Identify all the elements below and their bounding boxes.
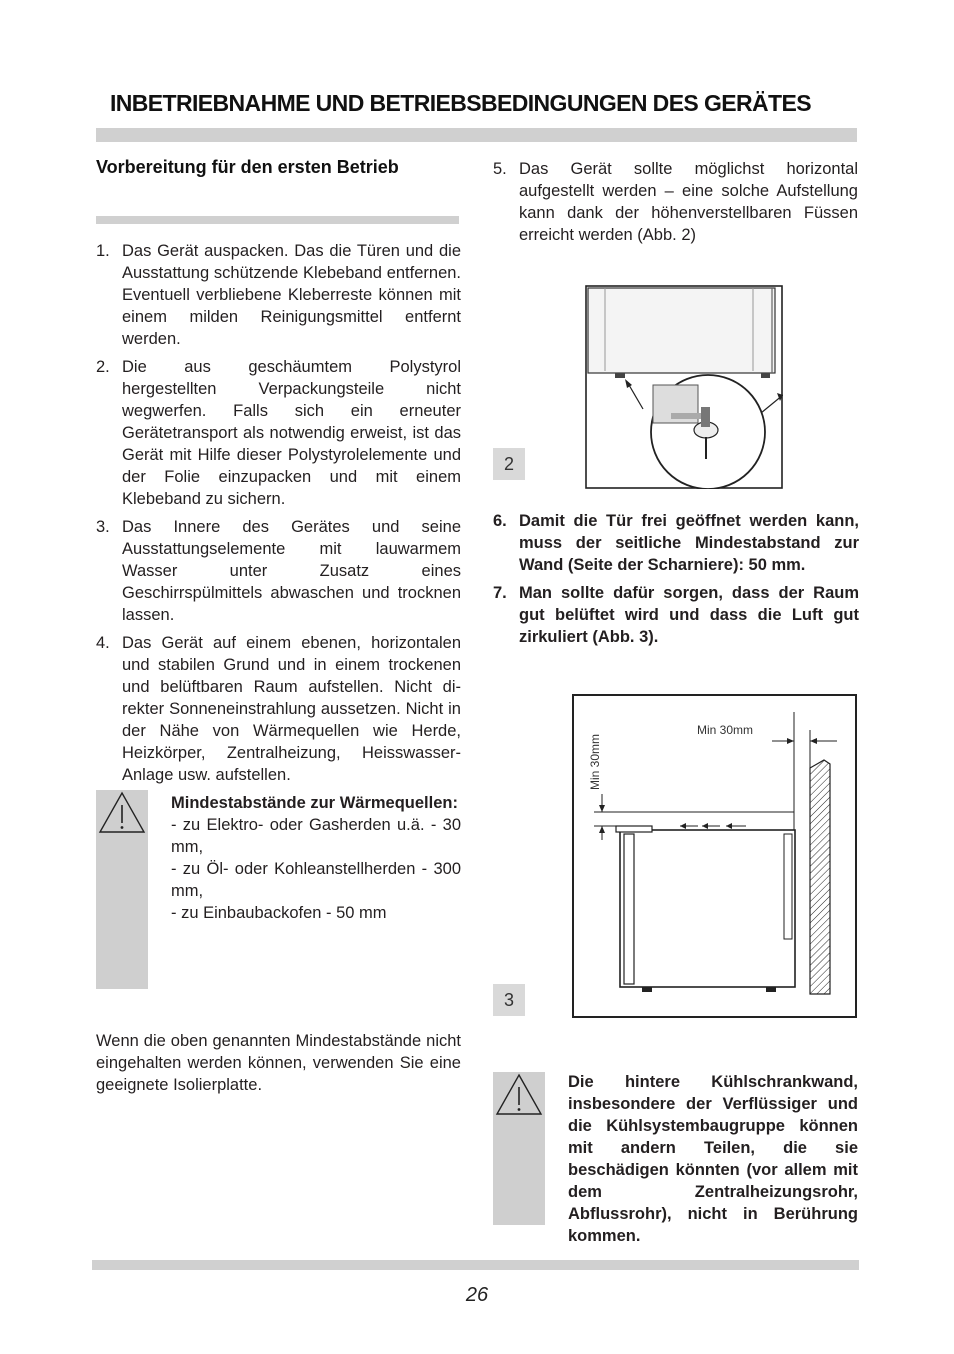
insulation-paragraph: Wenn die oben genannten Mindestabstände nicht eingehalten werden können, verwenden Sie eine geeignete Isolierplatte. bbox=[96, 1032, 461, 1094]
warning-heading: Mindestabstände zur Wärmequellen: bbox=[171, 794, 458, 812]
warning-triangle-icon bbox=[494, 1072, 544, 1118]
list-item bbox=[493, 158, 858, 246]
title-underline-bar bbox=[96, 128, 857, 142]
clearance-steps-list bbox=[493, 510, 859, 654]
list-item bbox=[96, 632, 461, 786]
section-underline-bar bbox=[96, 216, 459, 224]
preparation-steps-list bbox=[96, 240, 461, 792]
list-item-number: 3. bbox=[96, 518, 110, 536]
warning-content: Die hintere Kühlschrankwand, insbesondere der Verflüssiger und die Kühlsystembaugruppe können mit andern Teilen, die sie beschädigen könnten (vor allem mit dem Zentralheizungsrohr, Abflussrohr), nicht in Berührung kommen. bbox=[568, 1073, 858, 1245]
list-item bbox=[493, 510, 859, 576]
list-item-text: Das Gerät auspacken. Das die Türen und die Ausstattung schützende Klebeband entfernen. Eventuell verbliebene Kleberreste können mit einem milden Reinigungsmittel entfernt werden. bbox=[122, 242, 461, 348]
list-item bbox=[96, 356, 461, 510]
list-item-number: 7. bbox=[493, 584, 507, 602]
page-title: INBETRIEBNAHME UND BETRIEBSBEDINGUNGEN DES GERÄTES bbox=[110, 90, 811, 116]
list-item bbox=[96, 240, 461, 350]
figure-3-top-dimension-label: Min 30mm bbox=[697, 723, 754, 737]
figure-3-side-dimension-label: Min 30mm bbox=[588, 733, 602, 790]
list-item-text: Das Innere des Gerätes und seine Ausstattungselemente mit lauwarmem Wasser unter Zusatz eines Geschirrspülmittels abwaschen und trocknen lassen. bbox=[122, 518, 461, 624]
warning-triangle-icon bbox=[97, 790, 147, 836]
figure-2-leveling-feet-illustration bbox=[585, 285, 783, 489]
list-item-number: 6. bbox=[493, 512, 507, 530]
list-item bbox=[493, 582, 859, 648]
list-item-number: 2. bbox=[96, 358, 110, 376]
list-item-number: 4. bbox=[96, 634, 110, 652]
list-item-text: Die aus geschäumtem Polystyrol hergestellten Verpackungsteile nicht wegwerfen. Falls sich ein erneuter Gerätetransport als notwendig erweist, ist das Gerät mit Hilfe dieser Polystyrolelemente und der Folie einzupacken und mit einem Klebeband zu sichern. bbox=[122, 358, 461, 508]
leveling-step-list bbox=[493, 158, 858, 246]
warning-content bbox=[171, 792, 461, 924]
list-item bbox=[96, 516, 461, 626]
footer-bar bbox=[92, 1260, 859, 1270]
list-item-text: Man sollte dafür sorgen, dass der Raum gut belüftet wird und dass die Luft gut zirkuliert (Abb. 3). bbox=[519, 584, 859, 646]
list-item-text: Das Gerät auf einem ebenen, horizontalen und stabilen Grund und in einem trockenen und belüftbaren Raum aufstellen. Nicht di- rekter Sonneneinstrahlung aussetzen. Nicht in der Nähe von Wärmequellen wie Herde, Heizkörper, Zentralheizung, Heisswasser- Anlage usw. aufstellen. bbox=[122, 634, 461, 784]
section-title: Vorbereitung für den ersten Betrieb bbox=[96, 157, 399, 177]
warning-line: - zu Einbaubackofen - 50 mm bbox=[171, 904, 387, 922]
figure-2-label: 2 bbox=[493, 448, 525, 480]
figure-3-clearance-diagram bbox=[572, 694, 857, 1018]
list-item-number: 1. bbox=[96, 242, 110, 260]
warning-line: - zu Öl- oder Kohleanstellherden - 300 mm, bbox=[171, 860, 461, 900]
list-item-text: Das Gerät sollte möglichst horizontal aufgestellt werden – eine solche Aufstellung kann dank der höhenverstellbaren Füssen erreicht werden (Abb. 2) bbox=[519, 160, 858, 244]
warning-line: - zu Elektro- oder Gasherden u.ä. - 30 mm, bbox=[171, 816, 461, 856]
list-item-number: 5. bbox=[493, 160, 507, 178]
figure-3-label: 3 bbox=[493, 984, 525, 1016]
list-item-text: Damit die Tür frei geöffnet werden kann, muss der seitliche Mindestabstand zur Wand (Seite der Scharniere): 50 mm. bbox=[519, 512, 859, 574]
page-number: 26 bbox=[465, 1284, 489, 1306]
